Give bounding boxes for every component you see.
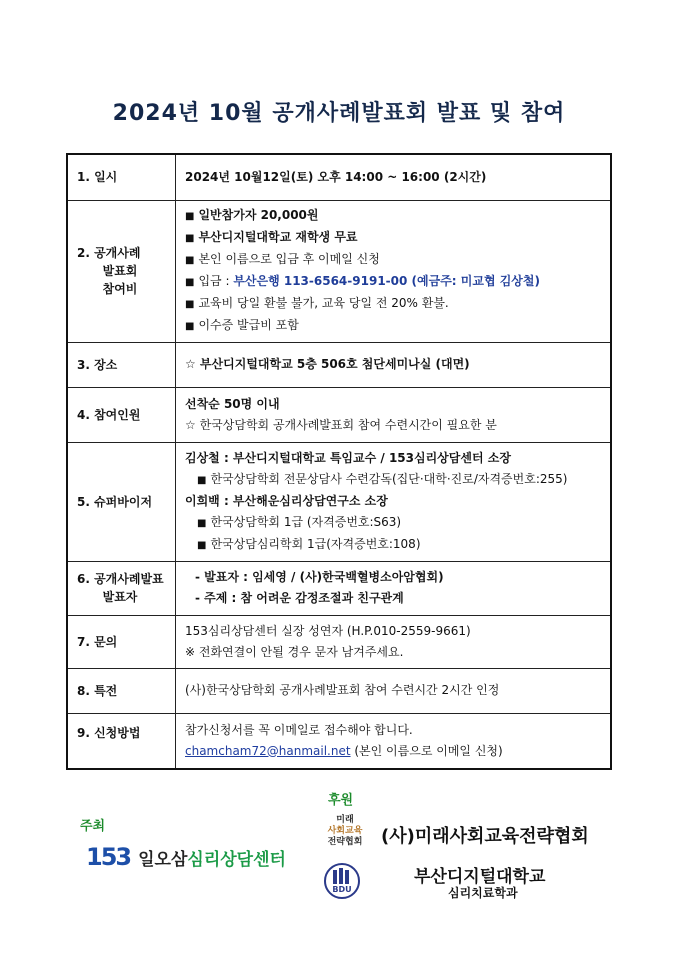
sponsor1-logo: 미래 사회교육 전략협회	[327, 815, 363, 847]
row-label: 2. 공개사례 발표회 참여비	[67, 200, 176, 342]
email-link[interactable]: chamcham72@hanmail.net	[185, 743, 351, 758]
page-title: 2024년 10월 공개사례발표회 발표 및 참여	[112, 101, 566, 126]
host-logo	[86, 843, 286, 871]
list-item: ■ 본인 이름으로 입금 후 이메일 신청	[185, 252, 380, 266]
list-item: ■ 이수증 발급비 포함	[185, 318, 299, 332]
schedule-value: 2024년 10월12일(토) 오후 14:00 ~ 16:00 (2시간)	[176, 154, 612, 200]
table-row	[67, 668, 611, 713]
table-row	[67, 615, 611, 668]
table-row	[67, 154, 611, 200]
square-bullet-icon: ■	[185, 299, 195, 310]
square-bullet-icon: ■	[185, 211, 195, 222]
list-item: ■ 입금 : 부산은행 113-6564-9191-00 (예금주: 미교협 김상철)	[185, 274, 540, 288]
sponsor2-name: 부산디지털대학교	[414, 867, 546, 887]
host-name-a: 일오삼	[138, 849, 188, 870]
row-label: 8. 특전	[67, 668, 176, 713]
sponsor-label: 후원	[328, 793, 354, 808]
supervisor-list	[176, 442, 612, 561]
row-label: 9. 신청방법	[67, 713, 176, 769]
sponsor2-dept: 심리치료학과	[448, 886, 518, 900]
fee-list	[176, 200, 612, 342]
info-table	[66, 153, 612, 770]
table-row	[67, 713, 611, 769]
row-label: 1. 일시	[67, 154, 176, 200]
host-label: 주최	[80, 819, 106, 834]
table-row	[67, 200, 611, 342]
list-item: ■ 교육비 당일 환불 불가, 교육 당일 전 20% 환불.	[185, 296, 449, 310]
square-bullet-icon: ■	[185, 321, 195, 332]
bank-account: 부산은행 113-6564-9191-00 (예금주: 미교협 김상철)	[233, 274, 540, 288]
table-row	[67, 342, 611, 387]
sponsor1-name: (사)미래사회교육전략협회	[381, 826, 589, 847]
supervisor-2: 이희백 : 부산해운심리상담연구소 소장	[185, 493, 388, 508]
list-item: ■ 한국상담학회 전문상담사 수련감독(집단·대학·진로/자격증번호:255)	[197, 471, 568, 486]
table-row	[67, 561, 611, 615]
benefit-value: (사)한국상담학회 공개사례발표회 참여 수련시간 2시간 인정	[176, 668, 612, 713]
table-row	[67, 387, 611, 442]
row-label: 6. 공개사례발표 발표자	[67, 561, 176, 615]
row-label: 7. 문의	[67, 615, 176, 668]
capacity-value: 선착순 50명 이내 ☆ 한국상담학회 공개사례발표회 참여 수련시간이 필요한 분	[176, 387, 612, 442]
square-bullet-icon: ■	[185, 277, 195, 288]
row-label: 4. 참여인원	[67, 387, 176, 442]
square-bullet-icon: ■	[197, 517, 207, 529]
bdu-emblem-icon	[322, 862, 362, 900]
square-bullet-icon: ■	[185, 255, 195, 266]
row-label: 3. 장소	[67, 342, 176, 387]
venue-value: ☆ 부산디지털대학교 5층 506호 첨단세미나실 (대면)	[176, 342, 612, 387]
list-item: ■ 부산디지털대학교 재학생 무료	[185, 230, 358, 244]
list-item: ■ 한국상담심리학회 1급(자격증번호:108)	[197, 536, 421, 551]
square-bullet-icon: ■	[185, 233, 195, 244]
list-item: ■ 한국상담학회 1급 (자격증번호:S63)	[197, 514, 402, 529]
presenter-value: - 발표자 : 임세영 / (사)한국백혈병소아암협회) - 주제 : 참 어려운 감정조절과 친구관계	[176, 561, 612, 615]
sponsor2-logo: BDU	[322, 862, 362, 900]
contact-value: 153심리상담센터 실장 성연자 (H.P.010-2559-9661) ※ 전화연결이 안될 경우 문자 남겨주세요.	[176, 615, 612, 668]
table-row	[67, 442, 611, 561]
square-bullet-icon: ■	[197, 539, 207, 551]
apply-value: 참가신청서를 꼭 이메일로 접수해야 합니다. chamcham72@hanmail.net (본인 이름으로 이메일 신청)	[176, 713, 612, 769]
host-name-b: 심리상담센터	[187, 849, 286, 870]
square-bullet-icon: ■	[197, 474, 207, 486]
host-logo-number: 153	[86, 843, 131, 871]
supervisor-1: 김상철 : 부산디지털대학교 특임교수 / 153심리상담센터 소장	[185, 450, 511, 465]
row-label: 5. 슈퍼바이저	[67, 442, 176, 561]
list-item: ■ 일반참가자 20,000원	[185, 208, 319, 222]
